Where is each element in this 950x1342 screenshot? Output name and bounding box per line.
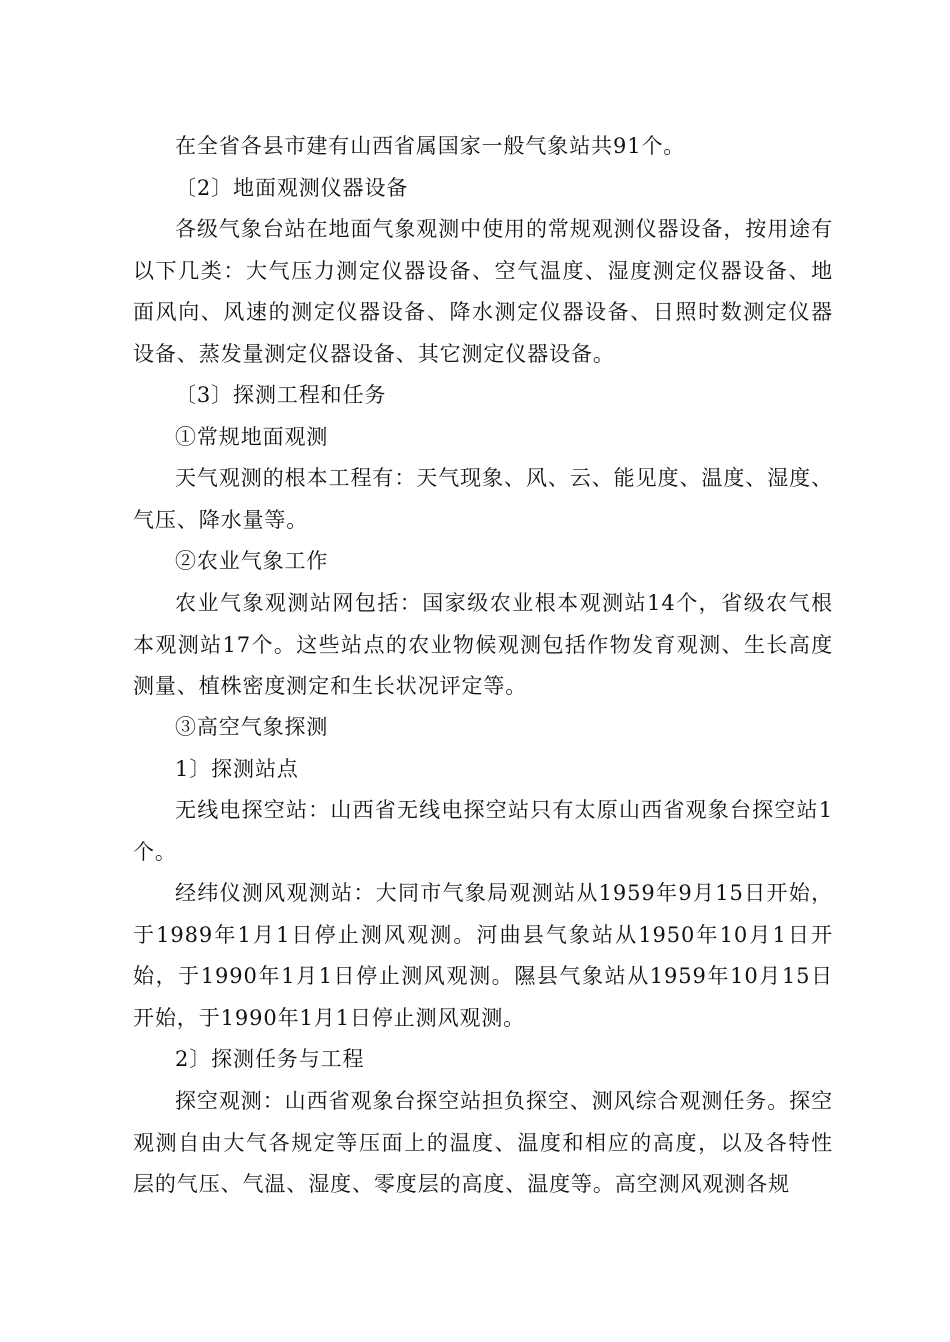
subheading-sounding-sites: 1〕探测站点: [175, 757, 299, 781]
paragraph-instruments: 各级气象台站在地面气象观测中使用的常规观测仪器设备，按用途有以下几类：大气压力测定仪器设备、空气温度、湿度测定仪器设备、地面风向、风速的测定仪器设备、降水测定仪器设备、日照时数测定仪器设备、蒸发量测定仪器设备、其它测定仪器设备。: [133, 217, 833, 366]
paragraph-agricultural-work: 农业气象观测站网包括：国家级农业根本观测站14个，省级农气根本观测站17个。这些站点的农业物候观测包括作物发育观测、生长高度测量、植株密度测定和生长状况评定等。: [133, 591, 833, 698]
paragraph-radio-sounding: 无线电探空站：山西省无线电探空站只有太原山西省观象台探空站1个。: [133, 798, 833, 864]
subheading-upper-air: ③高空气象探测: [175, 715, 329, 739]
paragraph-sounding-observation: 探空观测：山西省观象台探空站担负探空、测风综合观测任务。探空观测自由大气各规定等压面上的温度、温度和相应的高度，以及各特性层的气压、气温、湿度、零度层的高度、温度等。高空测风观测各规: [133, 1089, 833, 1196]
subheading-sounding-tasks: 2〕探测任务与工程: [175, 1047, 365, 1071]
subheading-surface-observation: ①常规地面观测: [175, 425, 329, 449]
paragraph-theodolite-stations: 经纬仪测风观测站：大同市气象局观测站从1959年9月15日开始，于1989年1月1日停止测风观测。河曲县气象站从1950年10月1日开始，于1990年1月1日停止测风观测。隰县气象站从1959年10月15日开始，于1990年1月1日停止测风观测。: [133, 881, 833, 1030]
paragraph-stations: 在全省各县市建有山西省属国家一般气象站共91个。: [175, 134, 686, 158]
subheading-agricultural-work: ②农业气象工作: [175, 549, 329, 573]
paragraph-surface-observation: 天气观测的根本工程有：天气现象、风、云、能见度、温度、湿度、气压、降水量等。: [133, 466, 833, 532]
section-heading-instruments: 〔2〕地面观测仪器设备: [175, 176, 409, 200]
section-heading-projects: 〔3〕探测工程和任务: [175, 383, 387, 407]
